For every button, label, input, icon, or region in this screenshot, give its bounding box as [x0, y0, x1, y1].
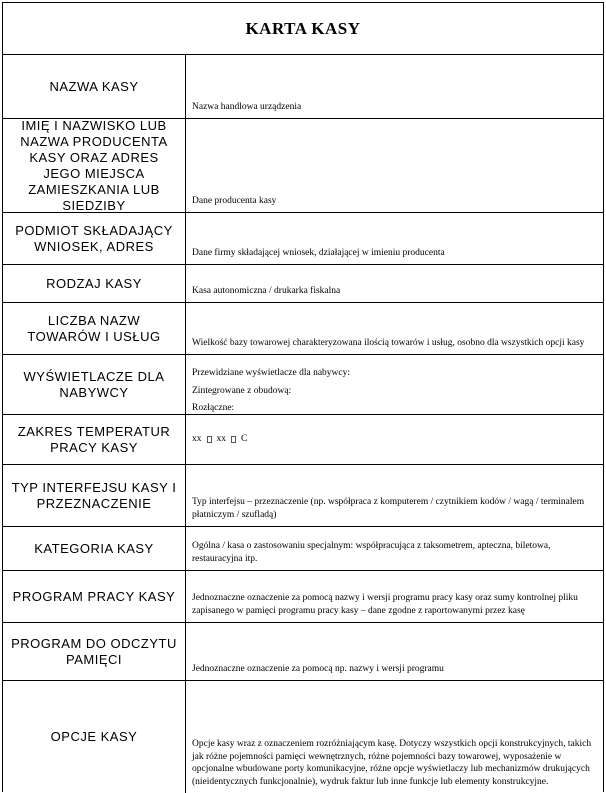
row-label: WYŚWIETLACZE DLA NABYWCY	[3, 355, 186, 414]
row-producer	[3, 119, 603, 213]
row-label: NAZWA KASY	[3, 55, 186, 118]
row-value: Kasa autonomiczna / drukarka fiskalna	[192, 285, 341, 296]
row-value: Dane firmy składającej wniosek, działającej w imieniu producenta	[192, 247, 445, 258]
row-interface-type	[3, 465, 603, 527]
row-customer-displays	[3, 355, 603, 415]
temp-unit: C	[241, 434, 248, 445]
row-label: RODZAJ KASY	[3, 265, 186, 302]
row-memory-read-program	[3, 623, 603, 681]
row-value: Jednoznaczne oznaczenie za pomocą np. nazwy i wersji programu	[192, 663, 444, 674]
row-program	[3, 571, 603, 623]
row-value: Opcje kasy wraz z oznaczeniem rozróżniającym kasę. Dotyczy wszystkich opcji konstrukcyjnych, takich jak różne pojemności pamięci wewnętrznych, różne pojemności bazy towarowej, wyposażenie w opcjonalne wbudowane porty komunikacyjne, różne opcje wyświetlaczy lub mechanizmów drukujących (nieidentycznych funkcjonalnie), wydruk faktur lub inne funkcje lub elementy konstrukcyjne.	[192, 739, 592, 787]
row-register-name	[3, 55, 603, 119]
row-label: PODMIOT SKŁADAJĄCY WNIOSEK, ADRES	[3, 213, 186, 264]
row-register-type	[3, 265, 603, 303]
card-title: KARTA KASY	[245, 18, 361, 38]
row-value: Jednoznaczne oznaczenie za pomocą nazwy i wersji programu pracy kasy oraz sumy kontrolnej pliku zapisanego w pamięci programu pracy kasy – dane zgodne z raportowanymi przez kasę	[192, 593, 578, 616]
row-temperature-range	[3, 415, 603, 465]
row-label: IMIĘ I NAZWISKO LUB NAZWA PRODUCENTA KASY ORAZ ADRES JEGO MIEJSCA ZAMIESZKANIA LUB SIEDZIBY	[3, 119, 186, 212]
display-line: Przewidziane wyświetlacze dla nabywcy:	[192, 368, 351, 378]
title-row	[3, 3, 603, 55]
row-label: PROGRAM DO ODCZYTU PAMIĘCI	[3, 623, 186, 680]
row-value	[186, 355, 603, 414]
row-goods-count	[3, 303, 603, 355]
display-line: Rozłączne:	[192, 403, 235, 413]
row-value: Typ interfejsu – przeznaczenie (np. współpraca z komputerem / czytnikiem kodów / wagą / terminalem płatniczym / szufladą)	[192, 497, 585, 520]
row-label: OPCJE KASY	[3, 681, 186, 793]
row-value: Ogólna / kasa o zastosowaniu specjalnym: współpracująca z taksometrem, apteczna, biletowa, restauracyjna itp.	[192, 541, 551, 564]
row-label: LICZBA NAZW TOWARÓW I USŁUG	[3, 303, 186, 354]
row-applicant	[3, 213, 603, 265]
row-value: Dane producenta kasy	[192, 195, 277, 206]
degree-box-icon	[231, 436, 236, 443]
row-label: TYP INTERFEJSU KASY I PRZEZNACZENIE	[3, 465, 186, 526]
row-label: ZAKRES TEMPERATUR PRACY KASY	[3, 415, 186, 464]
row-category	[3, 527, 603, 571]
temp-from: xx	[192, 434, 202, 445]
cash-register-card	[2, 2, 604, 792]
degree-box-icon	[207, 436, 212, 443]
row-value: Wielkość bazy towarowej charakteryzowana ilością towarów i usług, osobno dla wszystkich opcji kasy	[192, 337, 585, 348]
row-value: Nazwa handlowa urządzenia	[192, 101, 302, 112]
row-options	[3, 681, 603, 793]
row-label: KATEGORIA KASY	[3, 527, 186, 570]
temp-to: xx	[216, 434, 226, 445]
row-value	[186, 415, 603, 464]
display-line: Zintegrowane z obudową:	[192, 385, 292, 396]
row-label: PROGRAM PRACY KASY	[3, 571, 186, 622]
